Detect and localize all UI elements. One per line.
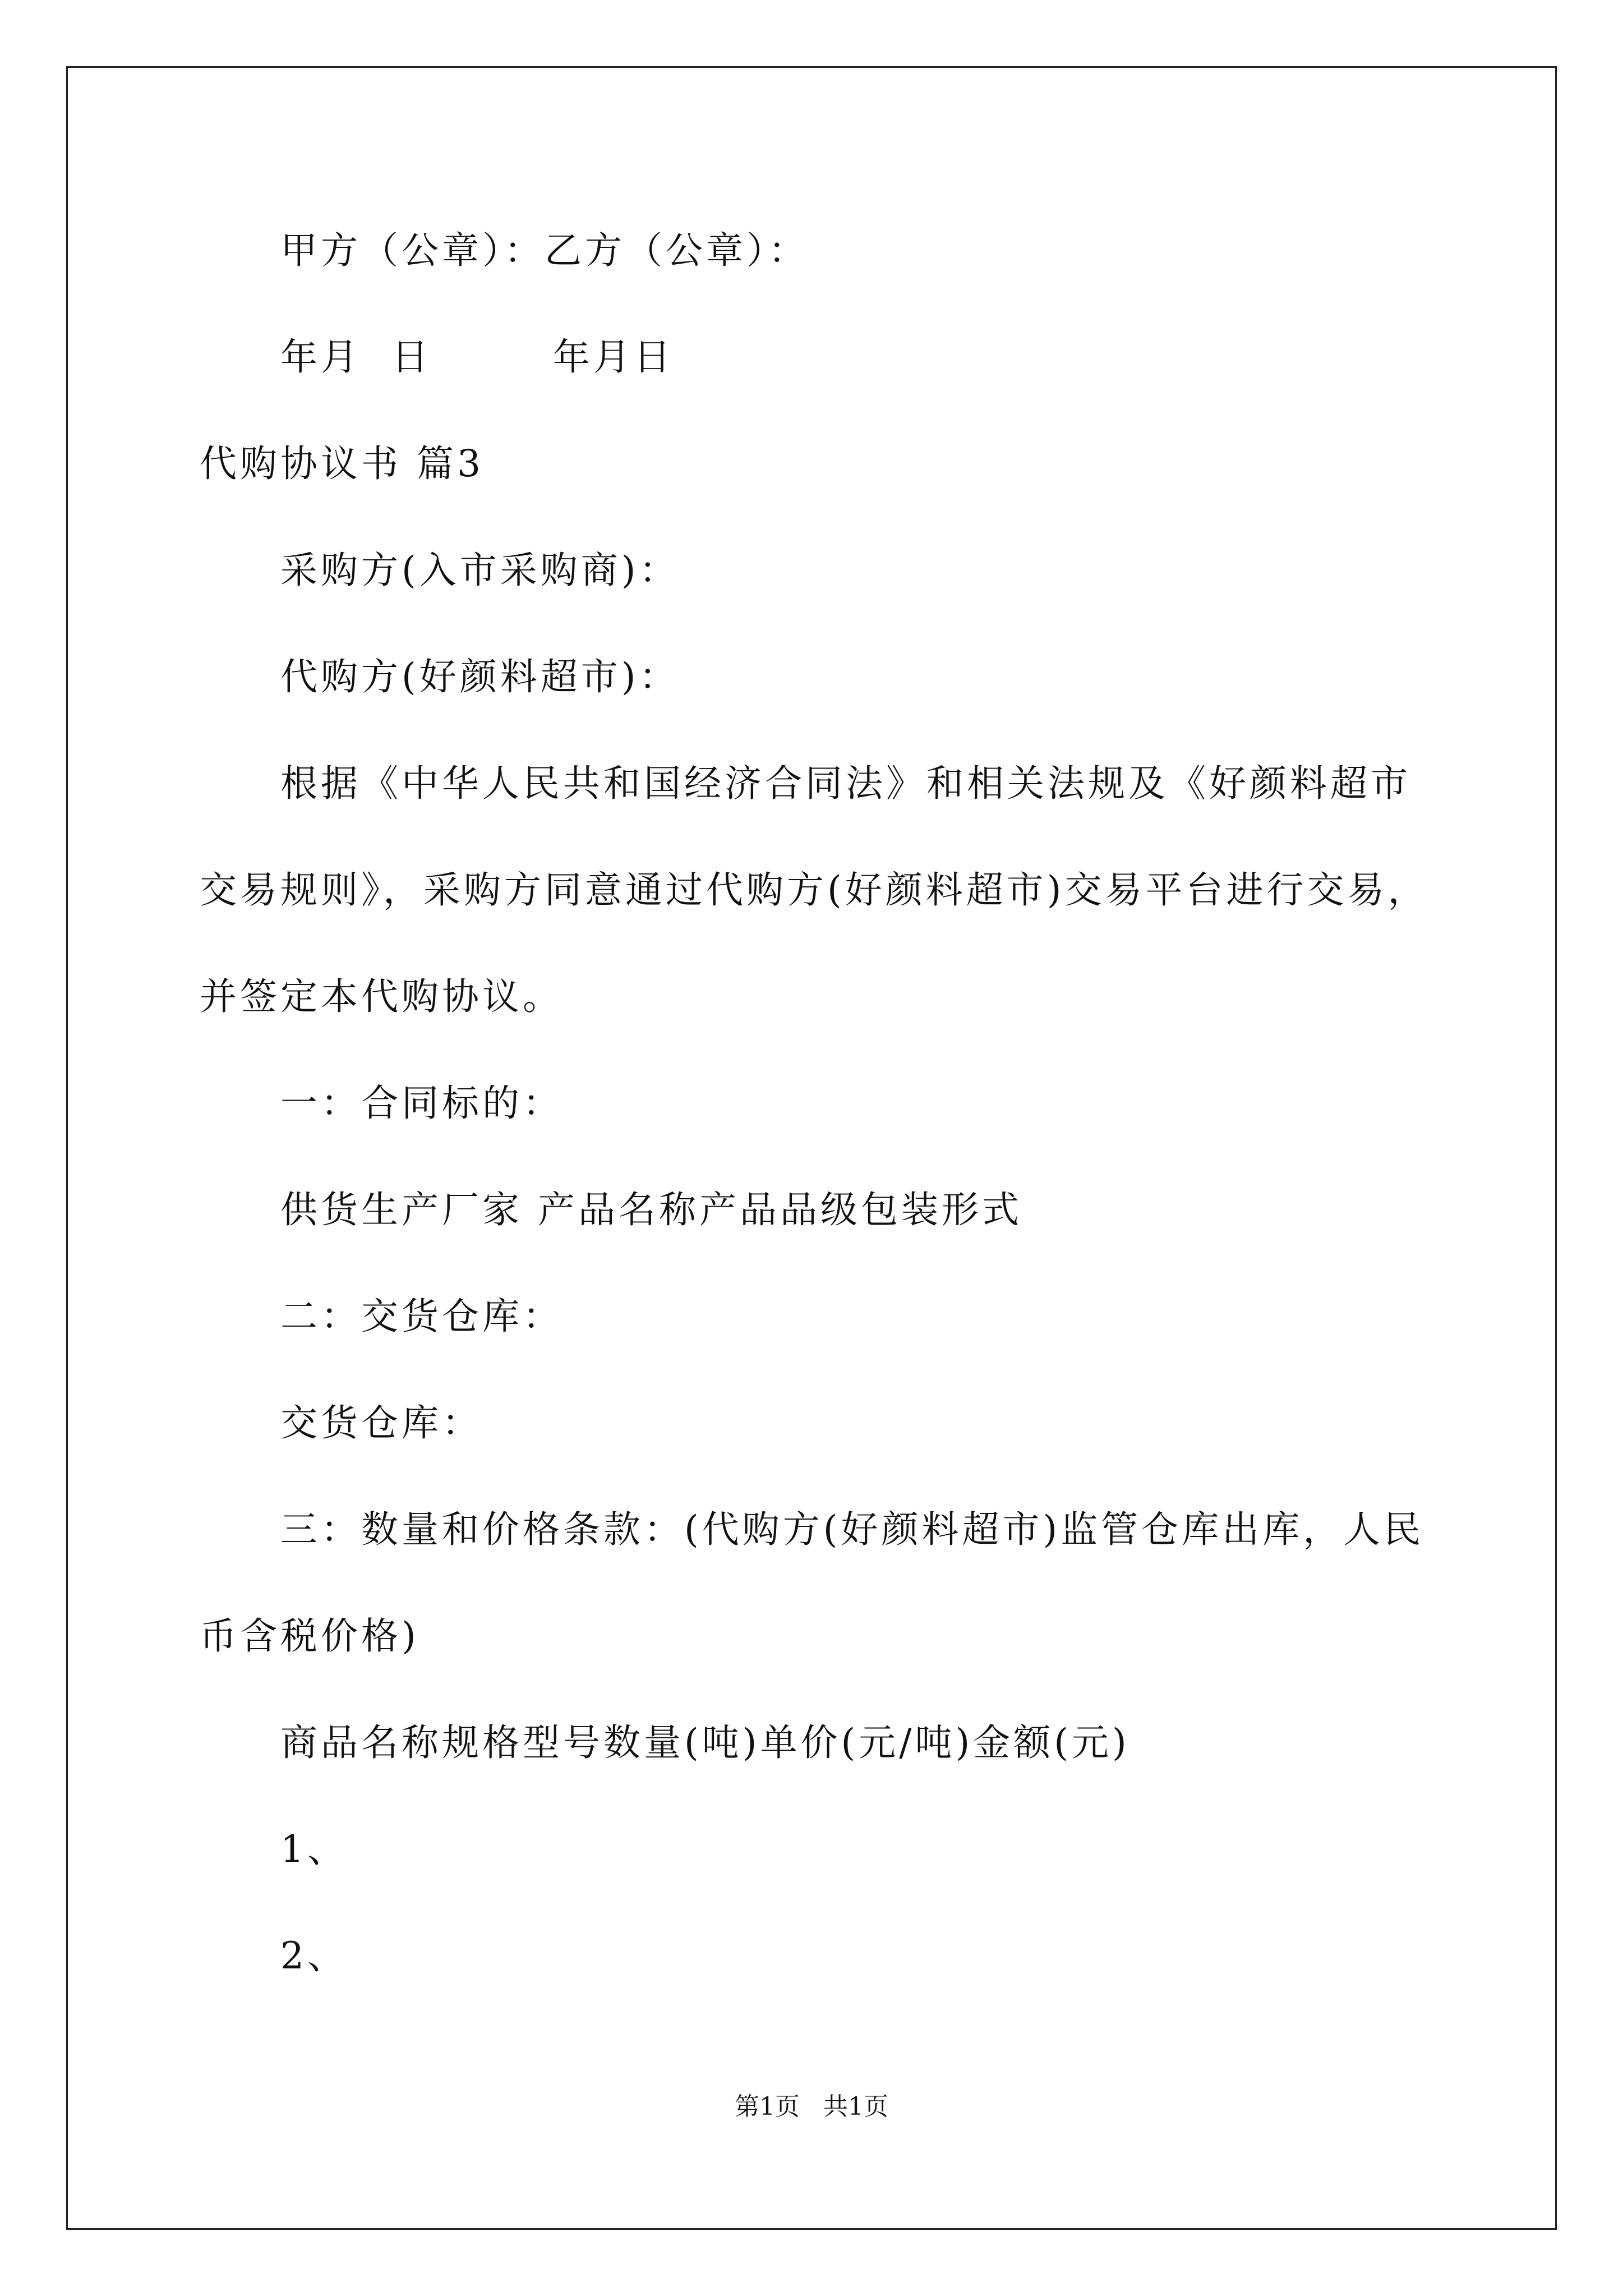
clause-heading: 三：数量和价格条款：(代购方(好颜料超市)监管仓库出库，人民: [280, 1508, 1424, 1551]
clause-text: 交货仓库：: [280, 1401, 482, 1444]
list-item: 2、: [280, 1934, 348, 1977]
list-item: 1、: [280, 1828, 348, 1871]
clause-text: 供货生产厂家 产品名称产品品级包装形式: [280, 1188, 1022, 1231]
clause-text: 币含税价格): [200, 1614, 419, 1658]
section-heading: 代购协议书 篇3: [200, 442, 484, 485]
date-line: 年月 日 年月日: [280, 335, 674, 379]
agent-line: 代购方(好颜料超市)：: [280, 655, 680, 698]
paragraph-line: 根据《中华人民共和国经济合同法》和相关法规及《好颜料超市: [280, 762, 1411, 805]
table-header-text: 商品名称规格型号数量(吨)单价(元/吨)金额(元): [280, 1721, 1130, 1764]
page-border: [66, 66, 1557, 2230]
clause-heading: 一：合同标的：: [280, 1082, 563, 1125]
party-signature-line: 甲方（公章）：乙方（公章）：: [280, 229, 809, 272]
clause-heading: 二：交货仓库：: [280, 1295, 563, 1338]
purchaser-line: 采购方(入市采购商)：: [280, 549, 680, 592]
paragraph-line: 并签定本代购协议。: [200, 975, 563, 1018]
page-number-footer: 第1页 共1页: [735, 2092, 888, 2121]
paragraph-line: 交易规则》，采购方同意通过代购方(好颜料超市)交易平台进行交易，: [200, 868, 1428, 912]
